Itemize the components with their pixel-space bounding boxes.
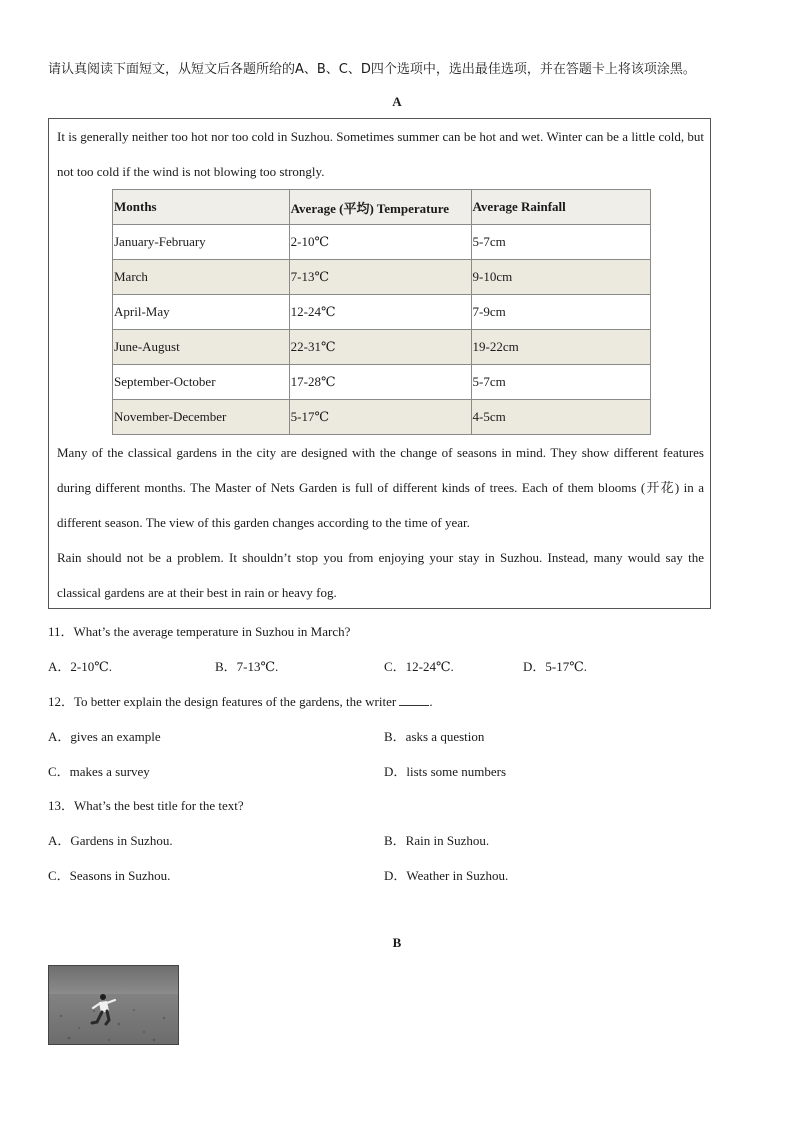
table-row [113, 260, 651, 295]
header-temperature: Average (平均) Temperature [289, 190, 471, 225]
answer-blank [399, 695, 429, 706]
passage-paragraph-2: Many of the classical gardens in the city are designed with the change of seasons in mind. They show different features during different months. The Master of Nets Garden is full of different kinds of trees. Each of them blooms (开花) in a different season. The view of this garden changes according to the time of year. [57, 445, 704, 530]
header-months: Months [113, 190, 290, 225]
photo-person-running-field [48, 965, 179, 1045]
cell-months: April-May [113, 295, 290, 330]
cell-temperature: 12-24℃ [289, 295, 471, 330]
cell-temperature: 5-17℃ [289, 400, 471, 435]
cell-months: September-October [113, 365, 290, 400]
cell-temperature: 7-13℃ [289, 260, 471, 295]
cell-temperature: 2-10℃ [289, 225, 471, 260]
weather-table [112, 189, 651, 435]
passage-a-box [48, 118, 711, 609]
q11-option-d[interactable]: D．5-17℃. [523, 659, 588, 674]
question-12-period: . [429, 694, 433, 709]
cell-months: March [113, 260, 290, 295]
table-row [113, 330, 651, 365]
passage-paragraph-3: Rain should not be a problem. It shouldn’t stop you from enjoying your stay in Suzhou. Instead, many would say the classical gardens are at their best in rain or heavy fog. [57, 550, 704, 600]
table-row [113, 225, 651, 260]
q13-option-d[interactable]: D．Weather in Suzhou. [384, 868, 509, 883]
q12-option-c[interactable]: C．makes a survey [48, 764, 150, 779]
photo-illustration [49, 966, 179, 1045]
cell-rainfall: 4-5cm [471, 400, 651, 435]
cell-rainfall: 19-22cm [471, 330, 651, 365]
section-b-heading: B [392, 935, 402, 950]
table-row [113, 295, 651, 330]
question-13-stem: 13．What’s the best title for the text? [48, 798, 244, 813]
table-row [113, 365, 651, 400]
table-row [113, 400, 651, 435]
cell-temperature: 17-28℃ [289, 365, 471, 400]
cell-rainfall: 7-9cm [471, 295, 651, 330]
section-a-heading: A [392, 94, 402, 109]
q11-option-c[interactable]: C．12-24℃. [384, 659, 454, 674]
cell-months: June-August [113, 330, 290, 365]
header-rainfall: Average Rainfall [471, 190, 651, 225]
question-11-stem: 11．What’s the average temperature in Suzhou in March? [48, 624, 351, 639]
cell-rainfall: 5-7cm [471, 225, 651, 260]
q11-option-b[interactable]: B．7-13℃. [215, 659, 279, 674]
question-12-text: 12．To better explain the design features of the gardens, the writer [48, 694, 397, 709]
cell-months: January-February [113, 225, 290, 260]
q11-option-a[interactable]: A．2-10℃. [48, 659, 113, 674]
instructions: 请认真阅读下面短文，从短文后各题所给的A、B、C、D四个选项中，选出最佳选项，并在答题卡上将该项涂黑。 [48, 62, 696, 77]
passage-intro: It is generally neither too hot nor too cold in Suzhou. Sometimes summer can be hot and wet. Winter can be a little cold, but not too cold if the wind is not blowing too strongly. [57, 129, 704, 179]
cell-rainfall: 5-7cm [471, 365, 651, 400]
q12-option-b[interactable]: B．asks a question [384, 729, 485, 744]
q13-option-b[interactable]: B．Rain in Suzhou. [384, 833, 490, 848]
q13-option-c[interactable]: C．Seasons in Suzhou. [48, 868, 171, 883]
cell-months: November-December [113, 400, 290, 435]
cell-temperature: 22-31℃ [289, 330, 471, 365]
q12-option-a[interactable]: A．gives an example [48, 729, 161, 744]
q13-option-a[interactable]: A．Gardens in Suzhou. [48, 833, 173, 848]
q12-option-d[interactable]: D．lists some numbers [384, 764, 507, 779]
table-header-row [113, 190, 651, 225]
cell-rainfall: 9-10cm [471, 260, 651, 295]
question-12-stem [48, 691, 433, 710]
